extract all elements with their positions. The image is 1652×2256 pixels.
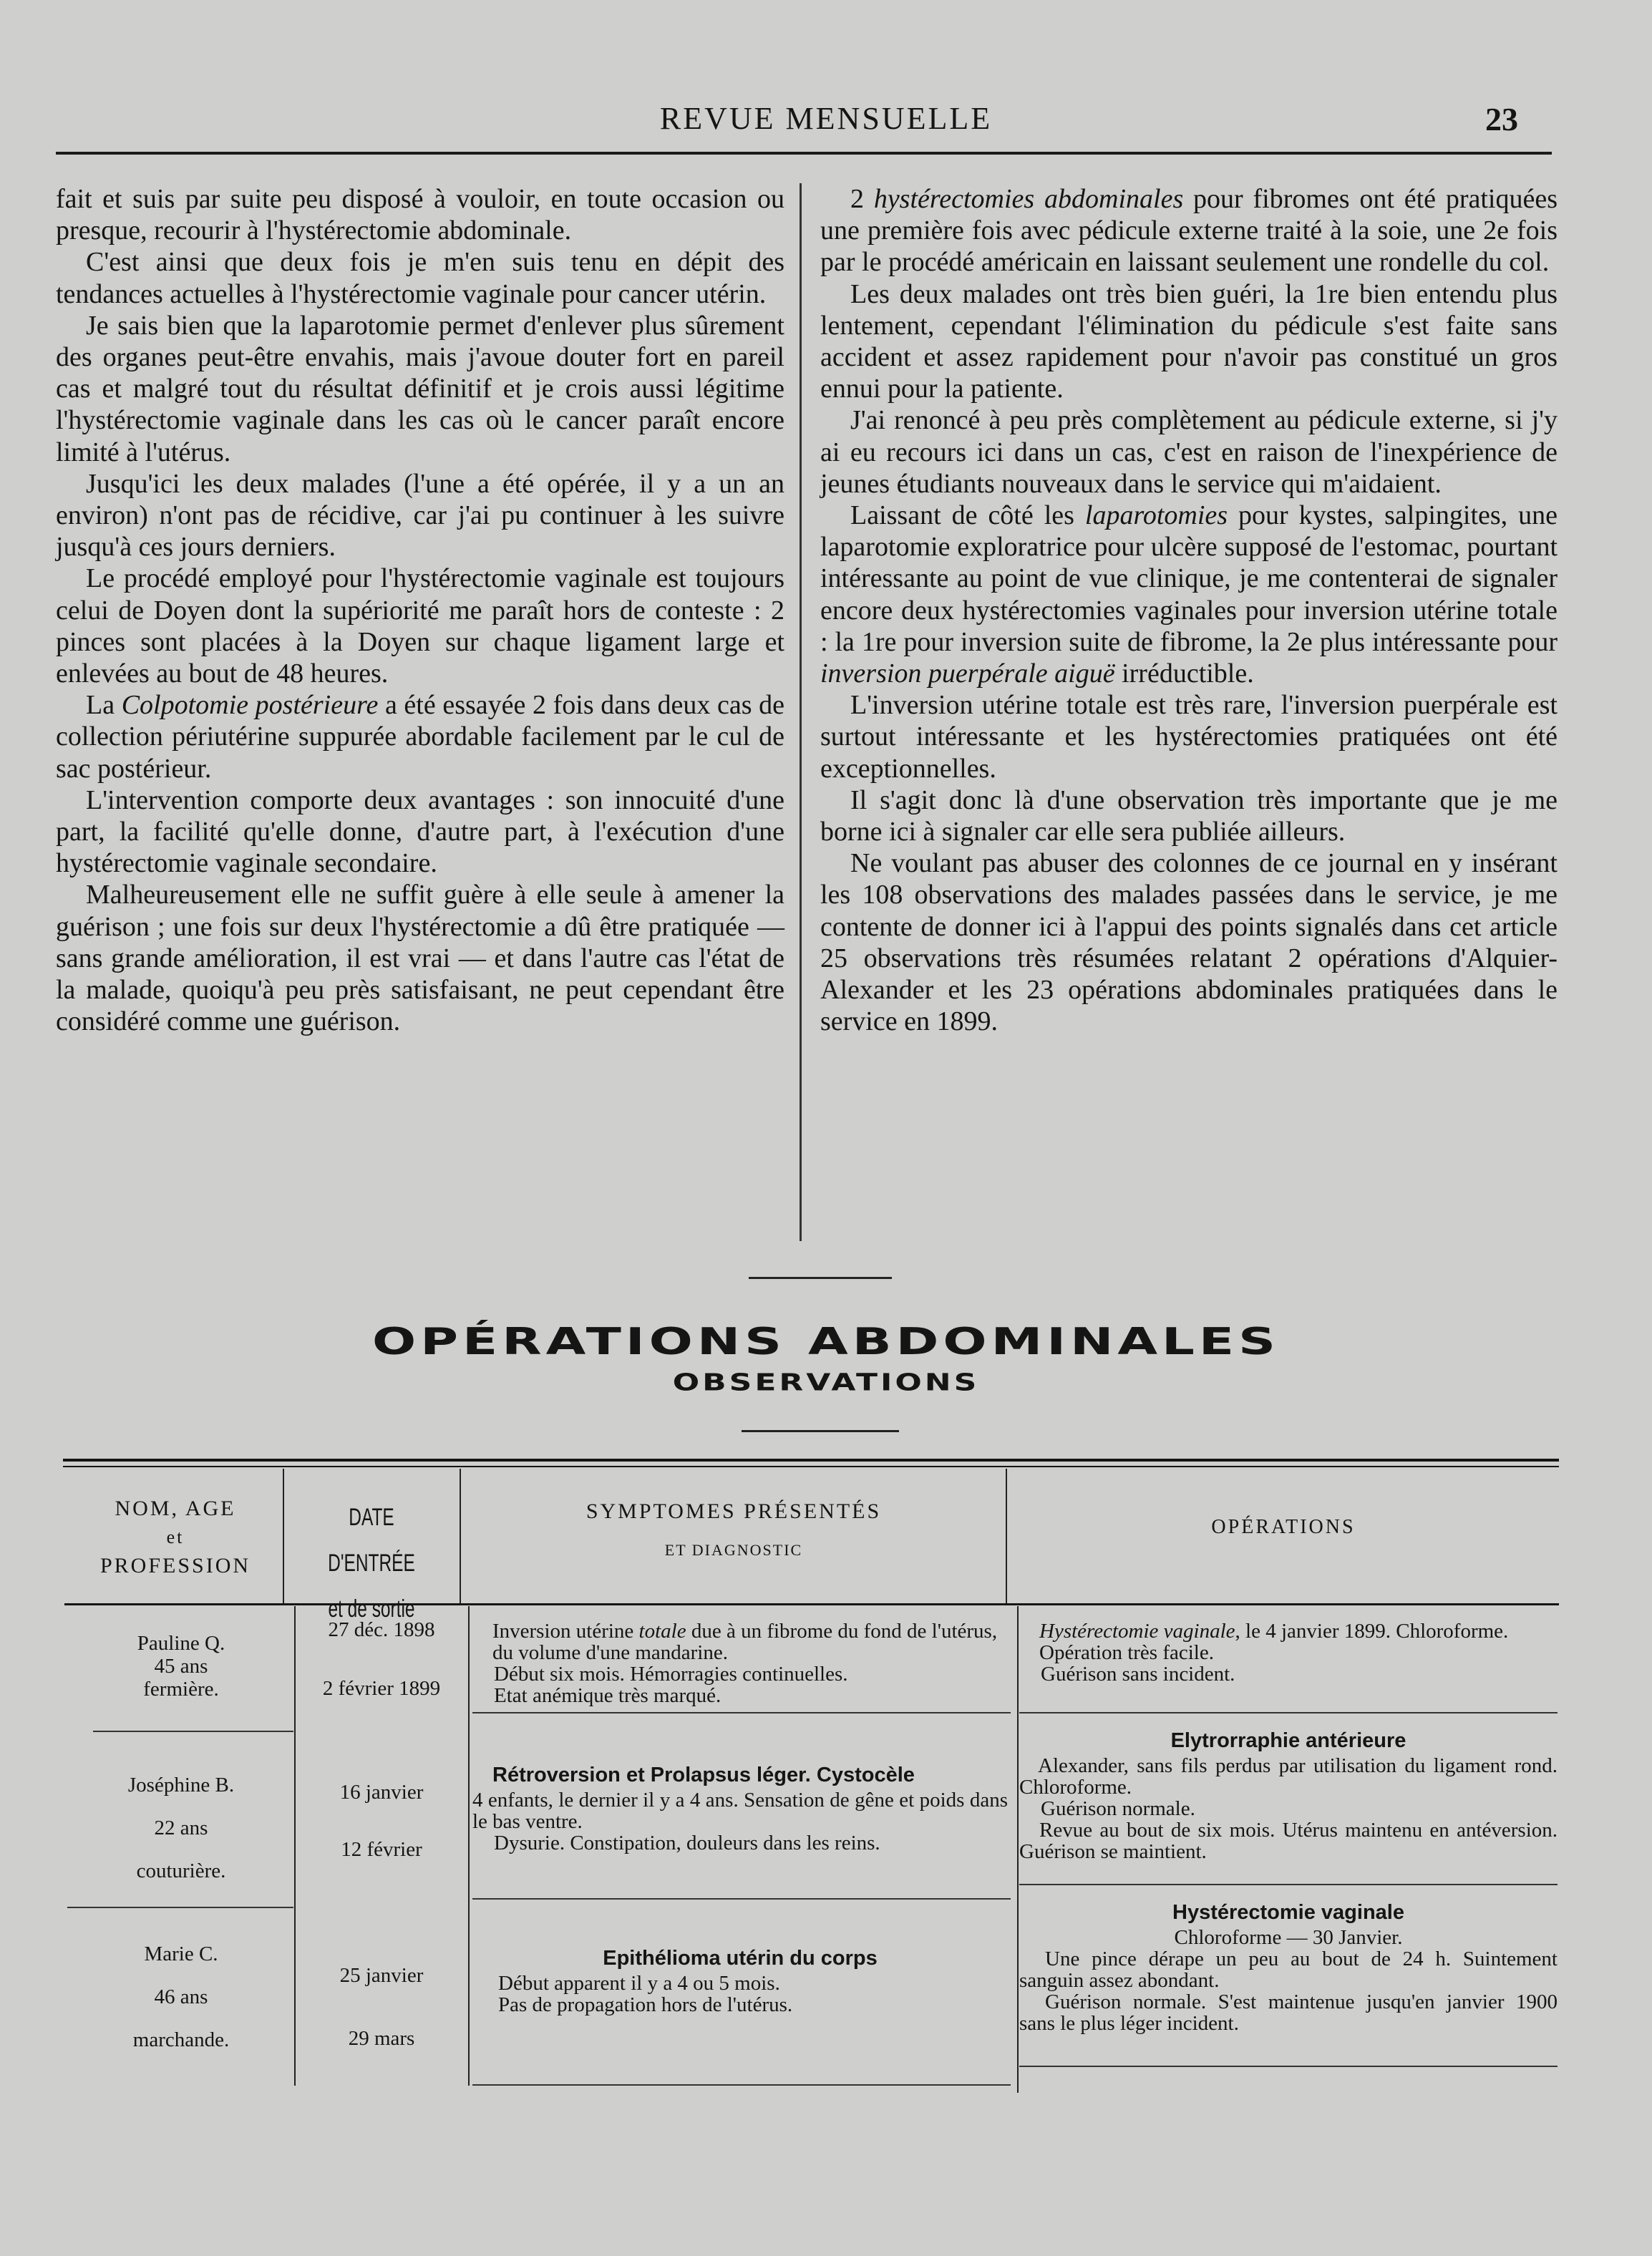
exit-date: 12 février [341,1838,422,1861]
italic-text-run: totale [638,1620,686,1643]
entry-date: 27 déc. 1898 [328,1618,435,1641]
column-header-symptoms [462,1497,1005,1565]
row-separator [472,1712,1011,1713]
section-subtitle: OBSERVATIONS [672,1368,980,1396]
table-cell-dates [296,1619,467,1699]
row-separator [472,1898,1011,1900]
text-run: Inversion utérine [492,1620,639,1643]
entry-date: 25 janvier [339,1964,424,1987]
paragraph: L'intervention comporte deux avantages : son innocuité d'une part, la facilité qu'elle donne, d'autre part, à l'exécution d'une hystérectomie vaginale secondaire. [56,784,784,879]
paragraph: C'est ainsi que deux fois je m'en suis tenu en dépit des tendances actuelles à l'hystérectomie vaginale pour cancer utérin. [56,247,784,309]
patient-age: 45 ans [154,1655,208,1678]
operation-text: Alexander, sans fils perdus par utilisation du ligament rond. Chloroforme. [1019,1754,1558,1799]
table-cell-patient [69,1932,293,2061]
row-separator [67,1907,293,1908]
italic-text-run: laparotomies [1084,500,1228,531]
paragraph: fait et suis par suite peu disposé à vouloir, en toute occasion ou presque, recourir à l'hystérectomie abdominale. [56,184,784,246]
table-top-rule [63,1466,1559,1467]
table-cell-patient [69,1632,293,1701]
column-divider [468,1606,470,2086]
operation-line: Guérison sans incident. [1041,1663,1235,1686]
header-line: et de sortie [328,1595,415,1623]
symptoms-line: Pas de propagation hors de l'utérus. [498,1993,793,2016]
section-title: OPÉRATIONS ABDOMINALES [372,1319,1280,1363]
text-run: due à un fibrome du fond de l'utérus, du volume d'une mandarine. [492,1620,998,1664]
right-column [820,183,1558,1037]
paragraph [820,183,1558,278]
row-separator [1019,1884,1558,1885]
header-line: NOM, AGE [115,1497,236,1520]
patient-profession: fermière. [143,1678,219,1701]
exit-date: 29 mars [348,2027,415,2050]
column-header-patient [69,1494,282,1580]
page-number: 23 [1485,101,1518,137]
paragraph [56,689,784,784]
operation-text [1019,1620,1558,1663]
table-cell-symptoms [472,1761,1008,1854]
row-separator [1019,2066,1558,2067]
paragraph: Les deux malades ont très bien guéri, la 1re bien entendu plus lentement, cependant l'élimination du pédicule s'est faite sans accident et assez rapidement pour n'avoir pas constitué un gros ennui pour la patiente. [820,278,1558,404]
table-top-rule [63,1459,1559,1462]
paragraph: Ne voulant pas abuser des colonnes de ce journal en y insérant les 108 observations des malades passées dans le service, je me contente de donner ici à l'appui des points signalés dans cet article 25 observations très résumées relatant 2 opérations d'Alquier-Alexander et les 23 opérations abdominales pratiquées dans le service en 1899. [820,848,1558,1037]
italic-text-run: Hystérectomie vaginale [1039,1620,1235,1643]
column-header-dates [309,1494,434,1632]
section-rule [749,1277,892,1279]
patient-name: Pauline Q. [137,1632,225,1655]
row-separator [472,2084,1011,2086]
exit-date: 2 février 1899 [322,1677,441,1700]
text-run: , le 4 janvier 1899. Chloroforme. Opération très facile. [1039,1620,1509,1664]
row-separator [93,1731,293,1732]
paragraph: Je sais bien que la laparotomie permet d'enlever plus sûrement des organes peut-être envahis, mais j'avoue douter fort en pareil cas et malgré tout du résultat définitif et je crois aussi légitime l'hystérectomie vaginale dans les cas où le cancer paraît encore limité à l'utérus. [56,310,784,467]
left-column [56,183,784,1037]
patient-name: Marie C. [144,1943,218,1965]
table-header-rule [64,1603,1559,1605]
paragraph: Jusqu'ici les deux malades (l'une a été opérée, il y a un an environ) n'ont pas de récidive, car j'ai pu continuer à les suivre jusqu'à ces jours derniers. [56,468,784,563]
patient-age: 46 ans [154,1985,208,2008]
header-rule [56,152,1552,155]
text-run: a été essayée 2 fois dans deux cas de collection périutérine suppurée abordable facilement par le cul de sac postérieur. [56,690,785,784]
operation-title: Elytrorraphie antérieure [1170,1729,1406,1752]
header-line: SYMPTOMES PRÉSENTÉS [586,1499,882,1523]
column-divider [283,1469,284,1603]
operation-line: Guérison normale. S'est maintenue jusqu'en janvier 1900 sans le plus léger incident. [1019,1990,1558,2035]
column-divider [1017,1606,1019,2093]
text-run: Laissant de côté les [850,500,1085,531]
italic-text-run: hystérectomies abdominales [873,184,1184,214]
text-run: 2 [850,184,874,214]
patient-profession: marchande. [132,2028,230,2051]
symptoms-text: 4 enfants, le dernier il y a 4 ans. Sensation de gêne et poids dans le bas ventre. [472,1789,1008,1833]
text-run: irréductible. [1114,658,1254,689]
symptoms-text [472,1620,1008,1663]
operation-line: Une pince dérape un peu au bout de 24 h. Suintement sanguin assez abondant. [1019,1948,1558,1992]
table-cell-operation [1019,1620,1558,1685]
symptoms-line: Etat anémique très marqué. [494,1684,721,1707]
text-run: La [86,690,122,721]
paragraph: J'ai renoncé à peu près complètement au pédicule externe, si j'y ai eu recours ici dans un cas, c'est en raison de l'inexpérience de jeunes étudiants nouveaux dans le service qui m'aidaient. [820,405,1558,499]
italic-text-run: Colpotomie postérieure [121,690,379,721]
operation-text: Chloroforme — 30 Janvier. [1174,1926,1403,1949]
header-line: PROFESSION [99,1554,251,1577]
row-separator [1019,1712,1558,1713]
symptoms-line: Dysurie. Constipation, douleurs dans les reins. [494,1832,880,1854]
column-header-operations: OPÉRATIONS [1211,1516,1356,1538]
column-divider [460,1469,461,1603]
table-cell-patient [69,1764,293,1892]
symptoms-line: Début six mois. Hémorragies continuelles. [494,1663,848,1686]
paragraph [820,500,1558,689]
column-divider [800,183,802,1241]
entry-date: 16 janvier [339,1781,424,1804]
paragraph: Le procédé employé pour l'hystérectomie vaginale est toujours celui de Doyen dont la supériorité me paraît hors de conteste : 2 pinces sont placées à la Doyen sur chaque ligament large et enlevées au bout de 48 heures. [56,563,784,689]
text-run: pour kystes, salpingites, une laparotomie exploratrice pour ulcère supposé de l'estomac, pourtant intéressante au point de vue clinique, je me contenterai de signaler encore deux hystérectomies vaginales pour inversion utérine totale : la 1re pour inversion suite de fibrome, la 2e plus intéressante pour [820,500,1558,657]
patient-age: 22 ans [154,1817,208,1839]
diagnosis-title: Epithélioma utérin du corps [603,1947,878,1970]
table-cell-operation [1019,1726,1558,1862]
operation-title: Hystérectomie vaginale [1172,1901,1404,1924]
italic-text-run: inversion puerpérale aiguë [820,658,1115,689]
table-cell-symptoms [472,1944,1008,2016]
paragraph: L'inversion utérine totale est très rare, l'inversion puerpérale est surtout intéressante et les hystérectomies pratiquées ont été exceptionnelles. [820,690,1558,784]
table-cell-dates [296,1764,467,1878]
operation-line: Revue au bout de six mois. Utérus maintenu en antéversion. Guérison se maintient. [1019,1819,1558,1863]
section-rule [742,1430,899,1432]
patient-name: Joséphine B. [127,1774,235,1796]
running-header-title: REVUE MENSUELLE [659,101,993,136]
table-cell-dates [296,1944,467,2070]
paragraph: Il s'agit donc là d'une observation très importante que je me borne ici à signaler car elle sera publiée ailleurs. [820,784,1558,847]
column-divider [294,1606,296,2086]
operation-line: Guérison normale. [1041,1797,1195,1820]
symptoms-line: Début apparent il y a 4 ou 5 mois. [498,1972,780,1995]
patient-profession: couturière. [136,1859,226,1882]
table-cell-symptoms [472,1620,1008,1706]
table-cell-operation [1019,1898,1558,2034]
column-divider [1006,1469,1007,1603]
header-line: et [166,1527,185,1547]
diagnosis-title: Rétroversion et Prolapsus léger. Cystocèle [492,1764,915,1786]
header-line: ET DIAGNOSTIC [664,1541,803,1559]
paragraph: Malheureusement elle ne suffit guère à elle seule à amener la guérison ; une fois sur deux l'hystérectomie a dû être pratiquée — sans grande amélioration, il est vrai — et dans l'autre cas l'état de la malade, quoiqu'à peu près satisfaisant, ne peut cependant être considéré comme une guérison. [56,880,784,1037]
header-line: DATE D'ENTRÉE [328,1504,415,1577]
text-run: pour fibromes ont été pratiquées une première fois avec pédicule externe traité à la soie, une 2e fois par le procédé américain en laissant seulement une rondelle du col. [820,184,1558,278]
